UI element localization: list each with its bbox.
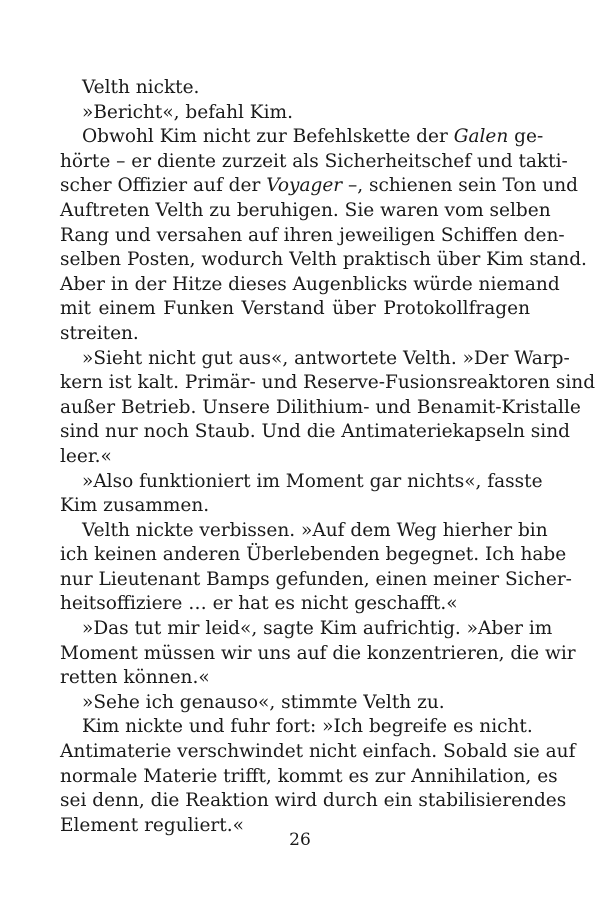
text-line: retten können.« (60, 667, 210, 689)
text-line: »Bericht«, befahl Kim. (82, 101, 293, 123)
text-line: scher Offizier auf der Voyager –, schienen sein Ton und (60, 175, 578, 197)
text-line: sei denn, die Reaktion wird durch ein stabilisierendes (60, 790, 567, 812)
body-text (60, 76, 596, 838)
text-line: Antimaterie verschwindet nicht einfach. Sobald sie auf (60, 741, 576, 763)
text-line: Auftreten Velth zu beruhigen. Sie waren vom selben (60, 199, 551, 221)
text-line: mit einem Funken Verstand über Protokollfragen (60, 298, 530, 320)
text-line: heitsoffiziere … er hat es nicht geschafft.« (60, 593, 458, 615)
text-line: »Sehe ich genauso«, stimmte Velth zu. (82, 691, 445, 713)
text-line: sind nur noch Staub. Und die Antimateriekapseln sind (60, 421, 570, 443)
text-line: Aber in der Hitze dieses Augenblicks würde niemand (60, 273, 560, 295)
text-line: leer.« (60, 445, 112, 467)
text-line: hörte – er diente zurzeit als Sicherheitschef und takti- (60, 150, 568, 172)
text-line: normale Materie trifft, kommt es zur Annihilation, es (60, 765, 558, 787)
text-line: Velth nickte verbissen. »Auf dem Weg hierher bin (82, 519, 548, 541)
page-number: 26 (289, 830, 311, 850)
text-line: »Also funktioniert im Moment gar nichts«, fasste (82, 470, 543, 492)
text-line: Kim zusammen. (60, 495, 210, 517)
text-line: Obwohl Kim nicht zur Befehlskette der Galen ge- (82, 126, 544, 148)
text-line: Rang und versahen auf ihren jeweiligen Schiffen den- (60, 224, 565, 246)
text-line: Element reguliert.« (60, 814, 244, 836)
text-line: »Das tut mir leid«, sagte Kim aufrichtig. »Aber im (82, 618, 553, 640)
text-line: Velth nickte. (82, 77, 200, 98)
text-line: außer Betrieb. Unsere Dilithium- und Benamit-Kristalle (60, 396, 581, 418)
text-line: selben Posten, wodurch Velth praktisch über Kim stand. (60, 249, 587, 271)
text-line: Kim nickte und fuhr fort: »Ich begreife es nicht. (82, 716, 533, 738)
text-line: ich keinen anderen Überlebenden begegnet. Ich habe (60, 544, 567, 566)
text-line: kern ist kalt. Primär- und Reserve-Fusionsreaktoren sind (60, 372, 596, 394)
text-line: »Sieht nicht gut aus«, antwortete Velth. »Der Warp- (82, 347, 570, 369)
text-line: Moment müssen wir uns auf die konzentrieren, die wir (60, 642, 576, 664)
text-line: nur Lieutenant Bamps gefunden, einen meiner Sicher- (60, 568, 572, 590)
text-line: streiten. (60, 322, 139, 344)
